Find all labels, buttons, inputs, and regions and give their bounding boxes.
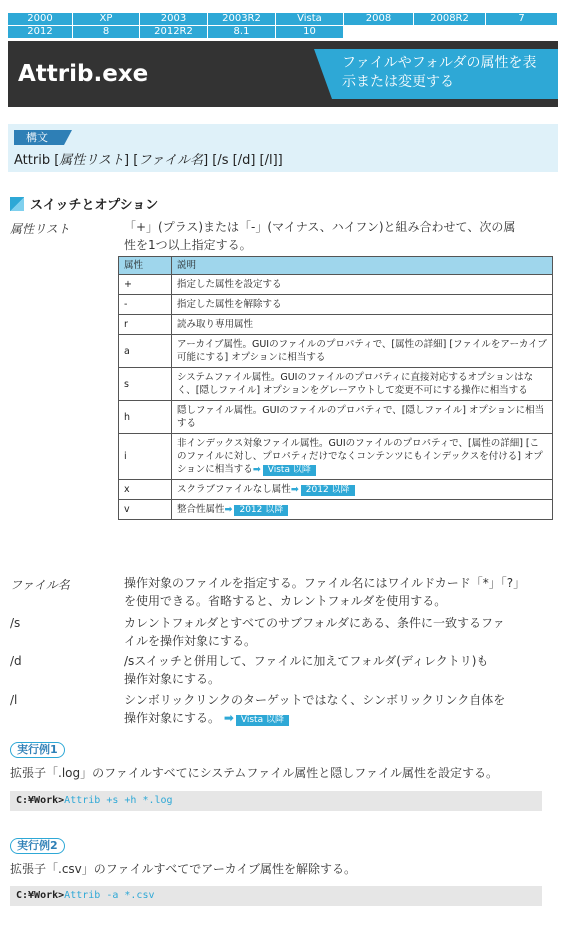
example-1-prompt: C:¥Work> (16, 795, 65, 806)
version-vista: Vista (276, 13, 344, 25)
table-cell-attr: h (119, 401, 172, 434)
version-row-2 (8, 26, 558, 38)
section-title-text: スイッチとオプション (30, 198, 159, 213)
version-badge: 2012 以降 (234, 505, 288, 516)
option-desc-d (124, 652, 552, 688)
section-title (10, 194, 158, 213)
example-1-desc: 拡張子「.log」のファイルすべてにシステムファイル属性と隠しファイル属性を設定する。 (10, 766, 498, 780)
command-description-line-1: ファイルやフォルダの属性を表 (342, 55, 537, 71)
option-desc-filename-line-1: 操作対象のファイルを指定する。ファイル名にはワイルドカード「*」「?」 (124, 576, 526, 590)
syntax-prefix: Attrib [ (14, 153, 60, 168)
table-cell-attr: a (119, 335, 172, 368)
attribute-table (118, 256, 553, 520)
version-2012: 2012 (8, 26, 73, 38)
table-cell-desc: 読み取り専用属性 (172, 315, 553, 335)
table-cell-attr: s (119, 368, 172, 401)
table-cell-attr: - (119, 295, 172, 315)
arrow-right-icon: ➡ (290, 484, 299, 495)
command-name: Attrib.exe (18, 61, 149, 87)
syntax-code (14, 149, 283, 168)
version-2008: 2008 (344, 13, 414, 25)
example-2-prompt: C:¥Work> (16, 890, 65, 901)
section-marker-icon (10, 197, 24, 211)
option-label-s: /s (10, 616, 21, 630)
example-2-code (10, 886, 542, 906)
option-label-d: /d (10, 654, 22, 668)
version-2008r2: 2008R2 (414, 13, 486, 25)
option-desc-s-line-1: カレントフォルダとすべてのサブフォルダにある、条件に一致するファ (124, 616, 505, 630)
command-description-line-2: 示または変更する (342, 74, 454, 90)
table-cell-desc-text: 非インデックス対象ファイル属性。GUIのファイルのプロパティで、[属性の詳細] [このファイルに対し、プロパティだけでなくコンテンツにもインデックスを付ける] オプションに相当する (177, 438, 543, 475)
table-cell-desc-text: 整合性属性 (177, 504, 225, 515)
version-8-1: 8.1 (208, 26, 276, 38)
table-cell-attr: i (119, 434, 172, 480)
option-desc-filename-line-2: を使用できる。省略すると、カレントフォルダを使用する。 (124, 594, 447, 608)
version-2003: 2003 (140, 13, 208, 25)
option-label-filename: ファイル名 (10, 578, 70, 592)
table-header-row (119, 257, 553, 275)
table-cell-attr: v (119, 500, 172, 520)
option-desc-s (124, 614, 552, 650)
example-1-tag: 実行例1 (10, 742, 65, 758)
table-header-desc: 説明 (172, 257, 553, 275)
table-row (119, 500, 553, 520)
table-cell-desc: 指定した属性を解除する (172, 295, 553, 315)
table-row (119, 434, 553, 480)
table-row (119, 335, 553, 368)
table-row (119, 315, 553, 335)
example-2-command: Attrib -a *.csv (64, 890, 155, 901)
version-2000: 2000 (8, 13, 73, 25)
table-row (119, 368, 553, 401)
table-cell-desc-text: スクラブファイルなし属性 (177, 484, 291, 495)
option-desc-l (124, 691, 552, 727)
version-8: 8 (73, 26, 140, 38)
option-desc-l-line-1: シンボリックリンクのターゲットではなく、シンボリックリンク自体を (124, 693, 506, 707)
table-cell-attr: r (119, 315, 172, 335)
syntax-mid: ] [ (124, 153, 139, 168)
table-cell-desc (172, 500, 553, 520)
command-header (8, 41, 558, 107)
option-desc-attr-list (124, 218, 552, 254)
table-cell-desc: システムファイル属性。GUIのファイルのプロパティに直接対応するオプションはなく、[隠しファイル] オプションをグレーアウトして変更不可にする操作に相当する (172, 368, 553, 401)
option-desc-d-line-2: 操作対象にする。 (124, 672, 221, 686)
option-label-attr-list: 属性リスト (10, 222, 70, 236)
table-cell-attr: x (119, 480, 172, 500)
syntax-box (8, 124, 558, 172)
version-2003r2: 2003R2 (208, 13, 276, 25)
command-description (332, 49, 558, 99)
syntax-suffix: ] [/s [/d] [/l]] (203, 153, 283, 168)
option-desc-attr-list-line-2: 性を1つ以上指定する。 (124, 238, 252, 252)
option-desc-l-line-2 (124, 709, 552, 727)
version-7: 7 (486, 13, 558, 25)
version-badge: Vista 以降 (263, 465, 316, 476)
example-1-code (10, 791, 542, 811)
option-desc-d-line-1: /sスイッチと併用して、ファイルに加えてフォルダ(ディレクトリ)も (124, 654, 489, 668)
table-cell-desc: 隠しファイル属性。GUIのファイルのプロパティで、[隠しファイル] オプションに相当する (172, 401, 553, 434)
example-2-tag: 実行例2 (10, 838, 65, 854)
table-cell-desc: 指定した属性を設定する (172, 275, 553, 295)
version-badge: Vista 以降 (236, 715, 289, 726)
syntax-arg-filename: ファイル名 (138, 153, 204, 168)
table-cell-attr: + (119, 275, 172, 295)
table-header-attr: 属性 (119, 257, 172, 275)
version-2012r2: 2012R2 (140, 26, 208, 38)
syntax-tag: 構文 (14, 130, 64, 145)
example-1-command: Attrib +s +h *.log (64, 795, 173, 806)
example-2-desc: 拡張子「.csv」のファイルすべてでアーカイブ属性を解除する。 (10, 862, 356, 876)
table-cell-desc: アーカイブ属性。GUIのファイルのプロパティで、[属性の詳細] [ファイルをアーカイブ可能にする] オプションに相当する (172, 335, 553, 368)
version-xp: XP (73, 13, 140, 25)
table-cell-desc (172, 480, 553, 500)
arrow-right-icon: ➡ (224, 504, 233, 515)
option-label-l: /l (10, 693, 18, 707)
table-cell-desc (172, 434, 553, 480)
arrow-right-icon: ➡ (252, 464, 261, 475)
table-row (119, 275, 553, 295)
version-badge: 2012 以降 (301, 485, 355, 496)
option-desc-attr-list-line-1: 「+」(プラス)または「-」(マイナス、ハイフン)と組み合わせて、次の属 (124, 220, 516, 234)
option-desc-s-line-2: イルを操作対象にする。 (124, 634, 257, 648)
version-bar (8, 13, 558, 39)
arrow-right-icon: ➡ (223, 711, 234, 725)
table-row (119, 480, 553, 500)
table-row (119, 401, 553, 434)
option-desc-filename (124, 574, 552, 610)
option-desc-l-line-2-text: 操作対象にする。 (124, 711, 221, 725)
version-row-1 (8, 13, 558, 25)
syntax-arg-attr-list: 属性リスト (59, 153, 125, 168)
version-10: 10 (276, 26, 344, 38)
table-row (119, 295, 553, 315)
